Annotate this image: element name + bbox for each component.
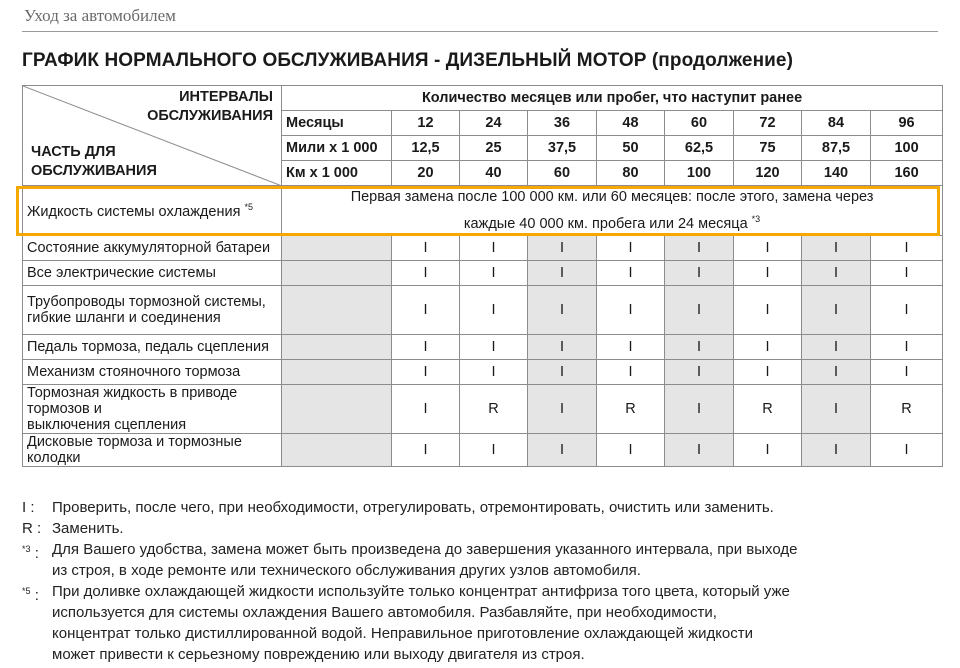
miles-row: Мили x 1 000 12,5 25 37,5 50 62,5 75 87,5 100 <box>23 136 943 161</box>
service-mark: R <box>460 384 528 433</box>
part-name: Дисковые тормоза и тормозные колодки <box>23 433 282 466</box>
km-row: Км x 1 000 20 40 60 80 100 120 140 160 <box>23 161 943 186</box>
service-mark: I <box>871 334 943 359</box>
service-mark: I <box>734 285 802 334</box>
table-row <box>23 285 943 334</box>
table-corner-cell <box>23 86 282 186</box>
coolant-interval-text: Первая замена после 100 000 км. или 60 месяцев: после этого, замена через каждые 40 000 км. пробега или 24 месяца $^{*3}$ <box>282 186 943 236</box>
spacer-cell <box>282 285 392 334</box>
title-sub: (продолжение) <box>651 50 794 71</box>
service-mark: I <box>528 384 597 433</box>
spacer-cell <box>282 235 392 260</box>
part-name: Механизм стояночного тормоза <box>23 359 282 384</box>
table-row <box>23 359 943 384</box>
service-mark: I <box>871 235 943 260</box>
page-title <box>22 50 793 72</box>
service-mark: I <box>734 235 802 260</box>
service-mark: I <box>802 359 871 384</box>
part-name: Трубопроводы тормозной системы, гибкие шланги и соединения <box>23 285 282 334</box>
part-name: Состояние аккумуляторной батареи <box>23 235 282 260</box>
service-mark: I <box>665 359 734 384</box>
spacer-cell <box>282 359 392 384</box>
service-mark: I <box>528 285 597 334</box>
part-name: Все электрические системы <box>23 260 282 285</box>
service-mark: I <box>597 334 665 359</box>
maintenance-table <box>22 85 943 467</box>
service-mark: I <box>734 359 802 384</box>
service-mark: I <box>597 285 665 334</box>
service-mark: I <box>802 433 871 466</box>
table-row <box>23 433 943 466</box>
service-mark: I <box>871 260 943 285</box>
part-label: ЧАСТЬ ДЛЯ ОБСЛУЖИВАНИЯ <box>31 144 157 179</box>
coolant-part: Жидкость системы охлаждения $^{*5}$ <box>23 186 282 236</box>
service-mark: I <box>528 334 597 359</box>
service-mark: I <box>665 384 734 433</box>
service-mark: I <box>392 235 460 260</box>
service-mark: I <box>871 285 943 334</box>
table-row <box>23 384 943 433</box>
service-mark: I <box>597 260 665 285</box>
header-rule <box>22 31 938 32</box>
spacer-cell <box>282 334 392 359</box>
table-row <box>23 235 943 260</box>
service-mark: I <box>460 359 528 384</box>
table-row <box>23 260 943 285</box>
service-mark: I <box>665 433 734 466</box>
part-name: Педаль тормоза, педаль сцепления <box>23 334 282 359</box>
service-mark: I <box>802 334 871 359</box>
spacer-cell <box>282 384 392 433</box>
service-mark: I <box>528 260 597 285</box>
intervals-label: ИНТЕРВАЛЫ ОБСЛУЖИВАНИЯ <box>147 89 273 124</box>
service-mark: I <box>871 359 943 384</box>
note-r: R : Заменить. <box>22 520 124 537</box>
service-mark: I <box>460 334 528 359</box>
service-mark: I <box>802 285 871 334</box>
service-mark: I <box>665 235 734 260</box>
service-mark: I <box>734 260 802 285</box>
service-mark: I <box>597 235 665 260</box>
interval-span-header: Количество месяцев или пробег, что наступит ранее <box>282 86 943 111</box>
part-name: Тормозная жидкость в приводе тормозов и выключения сцепления <box>23 384 282 433</box>
legend-notes <box>22 497 942 665</box>
title-main: ГРАФИК НОРМАЛЬНОГО ОБСЛУЖИВАНИЯ - ДИЗЕЛЬНЫЙ МОТОР <box>22 50 647 71</box>
service-mark: I <box>528 359 597 384</box>
note-i: I : Проверить, после чего, при необходимости, отрегулировать, отремонтировать, очистить или заменить. <box>22 499 774 516</box>
service-mark: I <box>734 433 802 466</box>
service-mark: I <box>802 260 871 285</box>
service-mark: I <box>665 334 734 359</box>
coolant-highlight-box <box>16 186 940 236</box>
service-mark: I <box>528 235 597 260</box>
spacer-cell <box>282 260 392 285</box>
service-mark: I <box>460 285 528 334</box>
service-mark: I <box>871 433 943 466</box>
service-mark: I <box>597 433 665 466</box>
service-mark: I <box>392 260 460 285</box>
service-mark: I <box>392 334 460 359</box>
service-mark: I <box>392 433 460 466</box>
table-row <box>23 334 943 359</box>
service-mark: I <box>392 285 460 334</box>
service-mark: R <box>871 384 943 433</box>
service-mark: I <box>597 359 665 384</box>
service-mark: I <box>665 260 734 285</box>
months-row: Месяцы 12 24 36 48 60 72 84 96 <box>23 111 943 136</box>
service-mark: I <box>460 260 528 285</box>
service-mark: I <box>460 235 528 260</box>
note-footnote-3: $^{*3}$ : Для Вашего удобства, замена может быть произведена до завершения указанного интервала, при выходе из строя, в ходе ремонте или технического обслуживания других узлов автомобиля. <box>22 541 798 579</box>
service-mark: I <box>802 384 871 433</box>
service-mark: I <box>392 384 460 433</box>
service-mark: I <box>460 433 528 466</box>
service-mark: I <box>528 433 597 466</box>
service-mark: I <box>802 235 871 260</box>
running-head: Уход за автомобилем <box>24 6 176 25</box>
spacer-cell <box>282 433 392 466</box>
note-footnote-5: $^{*5}$ : При доливке охлаждающей жидкости используйте только концентрат антифриза того цвета, который уже используется для системы охлаждения Вашего автомобиля. Разбавляйте, при необходимости, концентрат только дистиллированной водой. Неправильное приготовление охлаждающей жидкости может привести к серьезному повреждению или выходу двигателя из строя. <box>22 583 790 663</box>
service-mark: I <box>665 285 734 334</box>
service-mark: R <box>597 384 665 433</box>
service-mark: I <box>734 334 802 359</box>
service-mark: I <box>392 359 460 384</box>
service-mark: R <box>734 384 802 433</box>
